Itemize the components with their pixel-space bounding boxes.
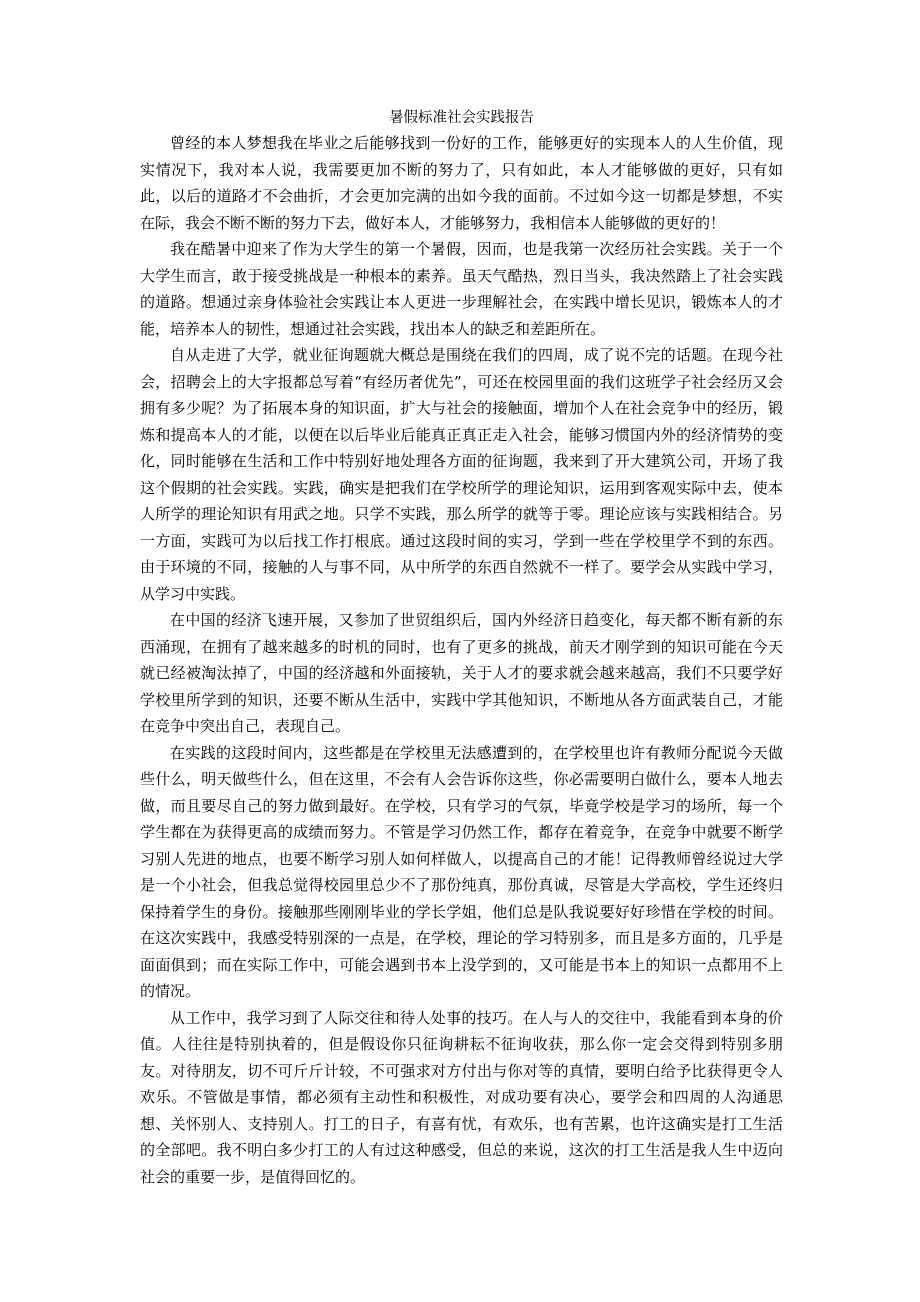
paragraph-3: 自从走进了大学，就业征询题就大概总是围绕在我们的四周，成了说不完的话题。在现今社会，招聘会上的大字报都总写着“有经历者优先”，可还在校园里面的我们这班学子社会经历又会拥有多少呢？为了拓展本身的知识面，扩大与社会的接触面，增加个人在社会竞争中的经历，锻炼和提高本人的才能，以便在以后毕业后能真正真正走入社会，能够习惯国内外的经济情势的变化，同时能够在生活和工作中特别好地处理各方面的征询题，我来到了开大建筑公司，开场了我这个假期的社会实践。实践，确实是把我们在学校所学的理论知识，运用到客观实际中去，使本人所学的理论知识有用武之地。只学不实践，那么所学的就等于零。理论应该与实践相结合。另一方面，实践可为以后找工作打根底。通过这段时间的实习，学到一些在学校里学不到的东西。由于环境的不同，接触的人与事不同，从中所学的东西自然就不一样了。要学会从实践中学习，从学习中实践。	[140, 346, 783, 603]
paragraph-1: 曾经的本人梦想我在毕业之后能够找到一份好的工作，能够更好的实现本人的人生价值，现实情况下，我对本人说，我需要更加不断的努力了，只有如此，本人才能够做的更好，只有如此，以后的道路才不会曲折，才会更加完满的出如今我的面前。不过如今这一切都是梦想，不实在际，我会不断不断的努力下去，做好本人，才能够努力，我相信本人能够做的更好的！	[140, 134, 783, 232]
paragraph-6: 从工作中，我学习到了人际交往和待人处事的技巧。在人与人的交往中，我能看到本身的价值。人往往是特别执着的，但是假设你只征询耕耘不征询收获，那么你一定会交得到特别多朋友。对待朋友，切不可斤斤计较，不可强求对方付出与你对等的真情，要明白给予比获得更令人欢乐。不管做是事情，都必须有主动性和积极性，对成功要有决心，要学会和四周的人沟通思想、关怀别人、支持别人。打工的日子，有喜有忧，有欢乐，也有苦累，也许这确实是打工生活的全部吧。我不明白多少打工的人有过这种感受，但总的来说，这次的打工生活是我人生中迈向社会的重要一步，是值得回忆的。	[140, 1008, 783, 1186]
document-page	[140, 108, 783, 1190]
document-title: 暑假标准社会实践报告	[389, 110, 534, 126]
paragraph-5: 在实践的这段时间内，这些都是在学校里无法感遭到的，在学校里也许有教师分配说今天做些什么，明天做些什么，但在这里，不会有人会告诉你这些，你必需要明白做什么，要本人地去做，而且要尽自己的努力做到最好。在学校，只有学习的气氛，毕竟学校是学习的场所，每一个学生都在为获得更高的成绩而努力。不管是学习仍然工作，都存在着竞争，在竞争中就要不断学习别人先进的地点，也要不断学习别人如何样做人，以提高自己的才能！记得教师曾经说过大学是一个小社会，但我总觉得校园里总少不了那份纯真，那份真诚，尽管是大学高校，学生还终归保持着学生的身份。接触那些刚刚毕业的学长学姐，他们总是队我说要好好珍惜在学校的时间。在这次实践中，我感受特别深的一点是，在学校，理论的学习特别多，而且是多方面的，几乎是面面俱到；而在实际工作中，可能会遇到书本上没学到的，又可能是书本上的知识一点都用不上的情况。	[140, 743, 783, 1000]
paragraph-4: 在中国的经济飞速开展，又参加了世贸组织后，国内外经济日趋变化，每天都不断有新的东西涌现，在拥有了越来越多的时机的同时，也有了更多的挑战，前天才刚学到的知识可能在今天就已经被淘汰掉了，中国的经济越和外面接轨，关于人才的要求就会越来越高，我们不只要学好学校里所学到的知识，还要不断从生活中，实践中学其他知识，不断地从各方面武装自己，才能在竞争中突出自己，表现自己。	[140, 611, 783, 735]
paragraph-2: 我在酷暑中迎来了作为大学生的第一个暑假，因而，也是我第一次经历社会实践。关于一个大学生而言，敢于接受挑战是一种根本的素养。虽天气酷热，烈日当头，我决然踏上了社会实践的道路。想通过亲身体验社会实践让本人更进一步理解社会，在实践中增长见识，锻炼本人的才能，培养本人的韧性，想通过社会实践，找出本人的缺乏和差距所在。	[140, 240, 783, 338]
